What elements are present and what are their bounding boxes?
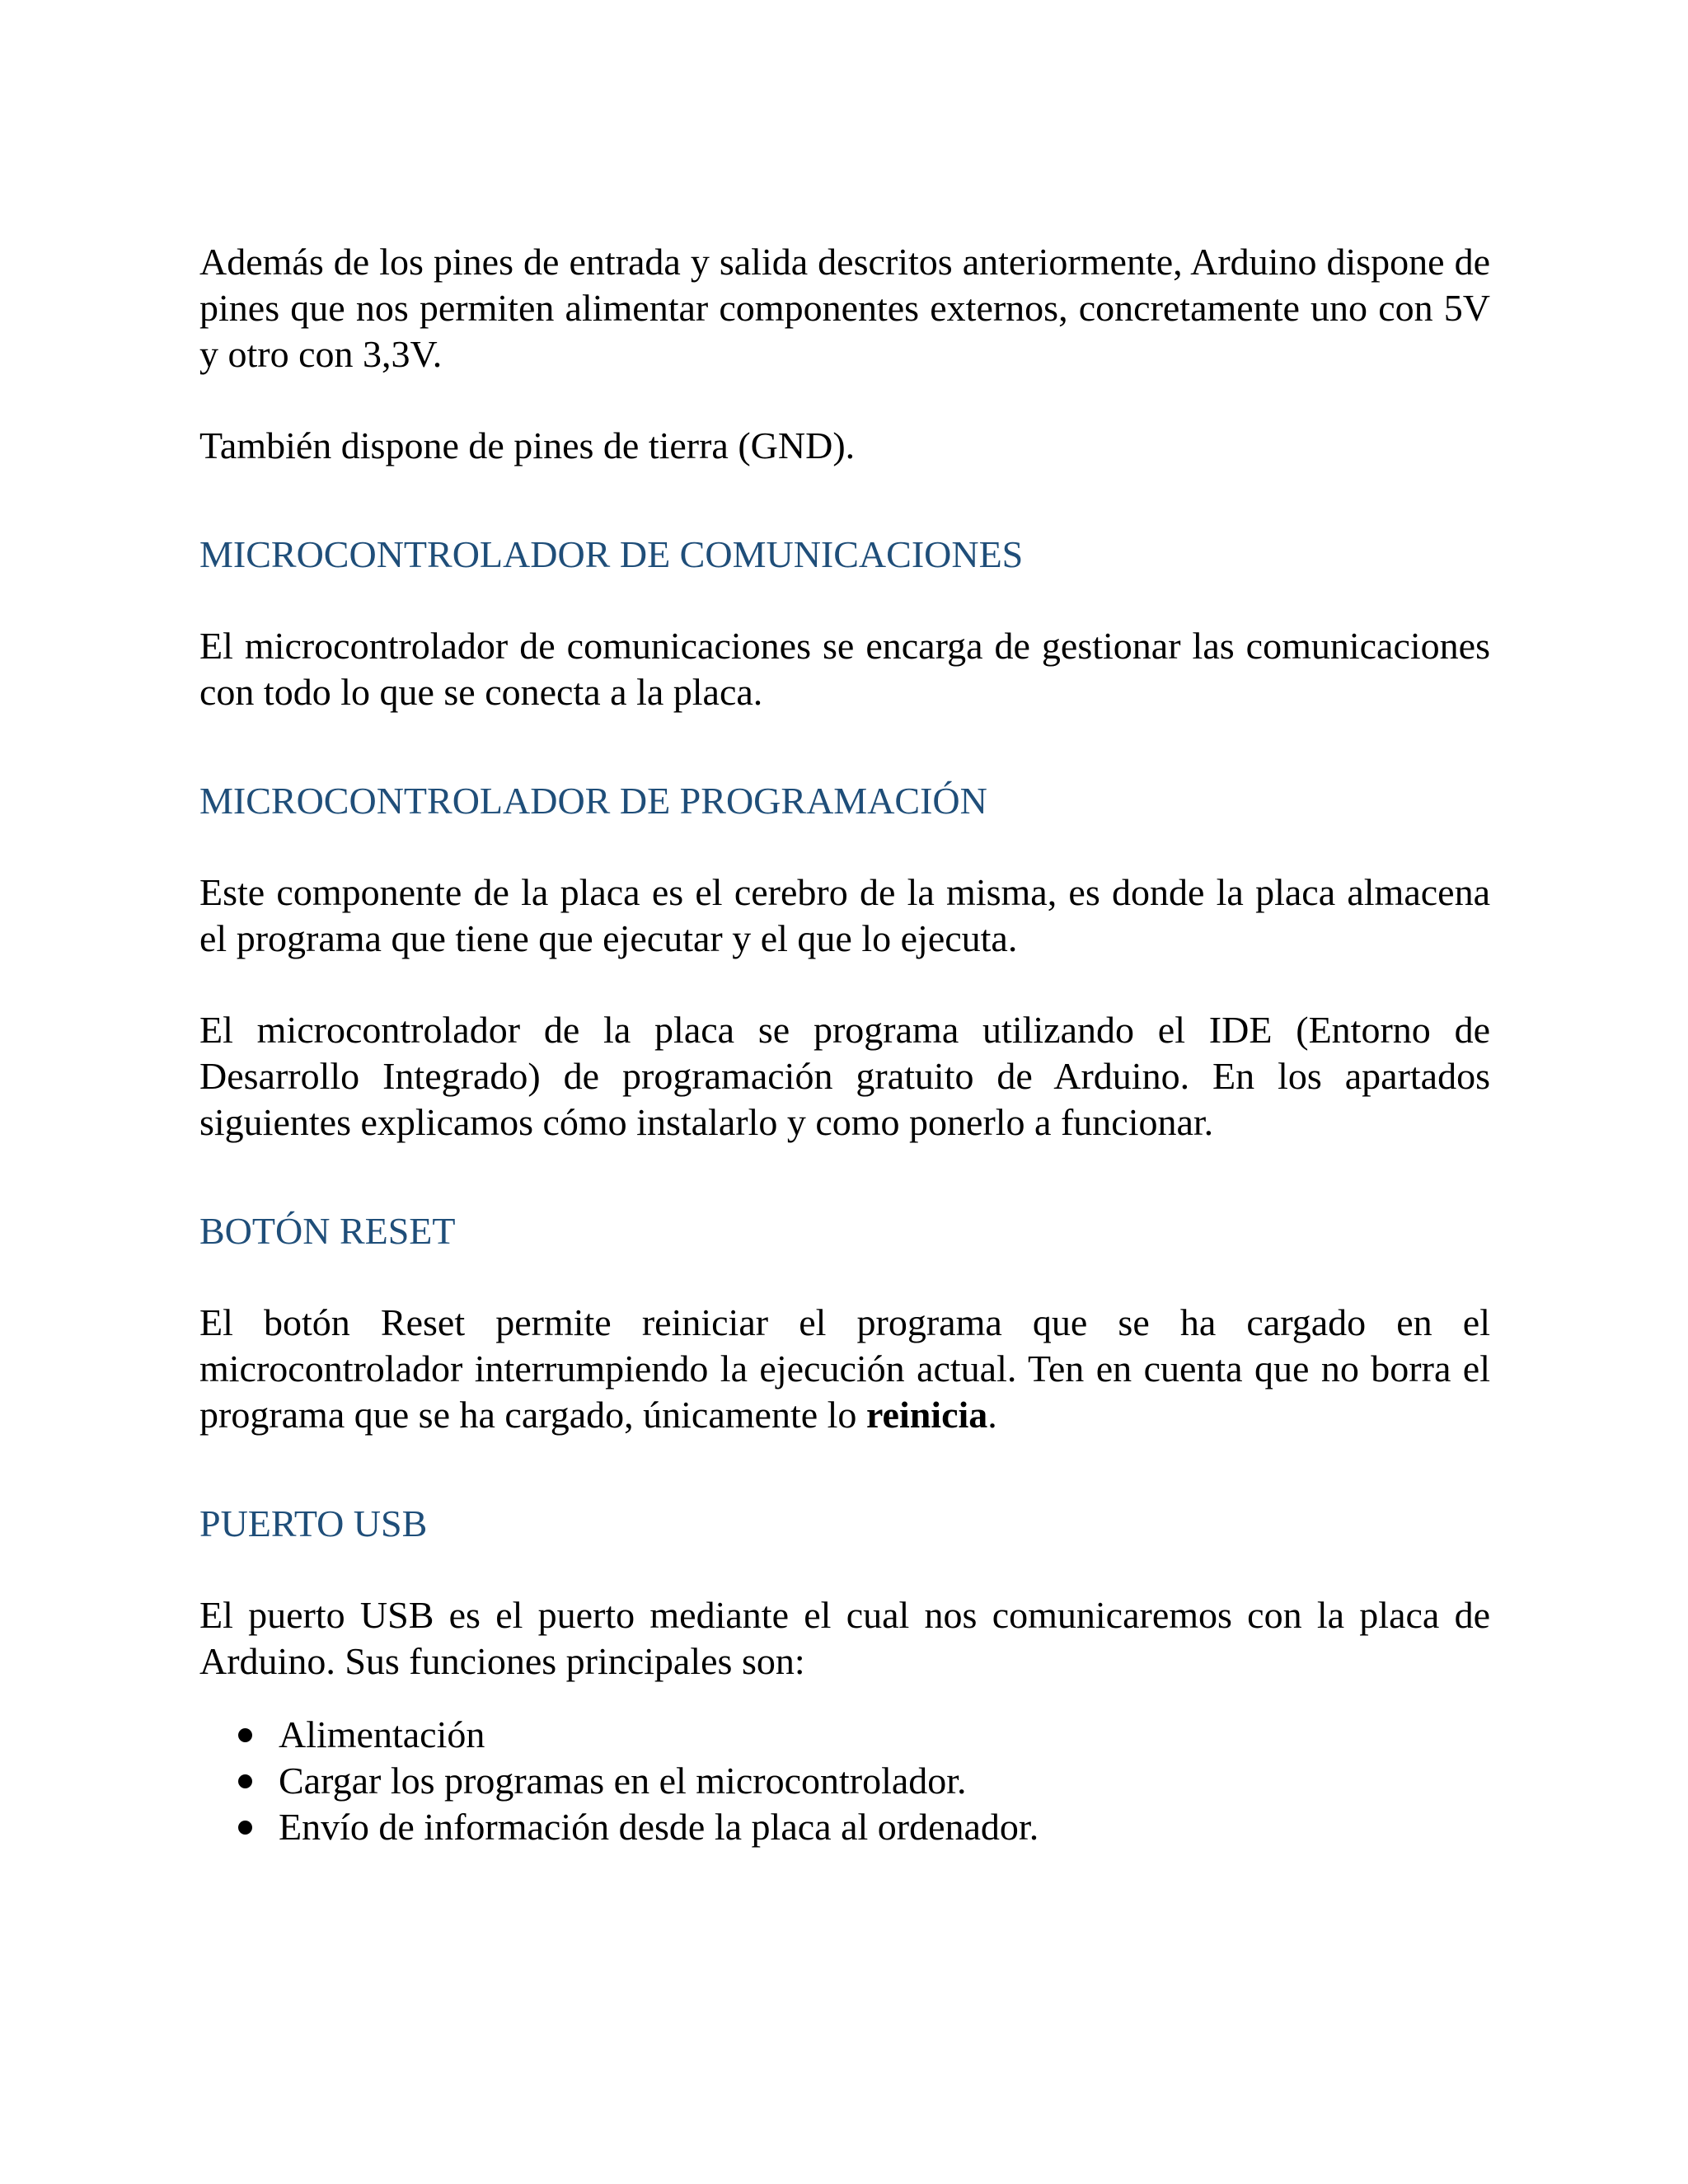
bullet-icon xyxy=(238,1774,252,1788)
usb-paragraph: El puerto USB es el puerto mediante el cual nos comunicaremos con la placa de Arduino. Sus funciones principales son: xyxy=(199,1594,1490,1682)
document-page xyxy=(199,239,1490,1850)
programacion-paragraph-1: Este componente de la placa es el cerebro de la misma, es donde la placa almacena el programa que tiene que ejecutar y el que lo ejecuta. xyxy=(199,871,1490,959)
heading-programacion: MICROCONTROLADOR DE PROGRAMACIÓN xyxy=(199,780,987,822)
bullet-icon xyxy=(238,1728,252,1742)
reset-bold-word: reinicia xyxy=(865,1394,988,1436)
bullet-icon xyxy=(238,1821,252,1835)
list-item-text: Alimentación xyxy=(279,1713,485,1755)
list-item xyxy=(199,1804,1490,1850)
heading-usb: PUERTO USB xyxy=(199,1502,428,1544)
list-item-text: Envío de información desde la placa al ordenador. xyxy=(279,1806,1039,1848)
list-item xyxy=(199,1712,1490,1758)
heading-reset: BOTÓN RESET xyxy=(199,1210,456,1252)
reset-text: El botón Reset permite reiniciar el programa que se ha cargado en el microcontrolador interrumpiendo la ejecución actual. Ten en cuenta que no borra el programa que se ha cargado, únicamente lo xyxy=(199,1301,1490,1436)
list-item-text: Cargar los programas en el microcontrolador. xyxy=(279,1760,967,1802)
usb-functions-list xyxy=(199,1712,1490,1850)
heading-comunicaciones: MICROCONTROLADOR DE COMUNICACIONES xyxy=(199,533,1024,575)
gnd-paragraph: También dispone de pines de tierra (GND). xyxy=(199,424,856,466)
reset-paragraph xyxy=(199,1300,1490,1438)
list-item xyxy=(199,1758,1490,1804)
reset-period: . xyxy=(987,1394,997,1436)
comunicaciones-paragraph: El microcontrolador de comunicaciones se encarga de gestionar las comunicaciones con todo lo que se conecta a la placa. xyxy=(199,625,1490,713)
programacion-paragraph-2: El microcontrolador de la placa se programa utilizando el IDE (Entorno de Desarrollo Integrado) de programación gratuito de Arduino. En los apartados siguientes explicamos cómo instalarlo y como ponerlo a funcionar. xyxy=(199,1009,1490,1143)
intro-paragraph: Además de los pines de entrada y salida descritos anteriormente, Arduino dispone de pines que nos permiten alimentar componentes externos, concretamente uno con 5V y otro con 3,3V. xyxy=(199,241,1490,375)
